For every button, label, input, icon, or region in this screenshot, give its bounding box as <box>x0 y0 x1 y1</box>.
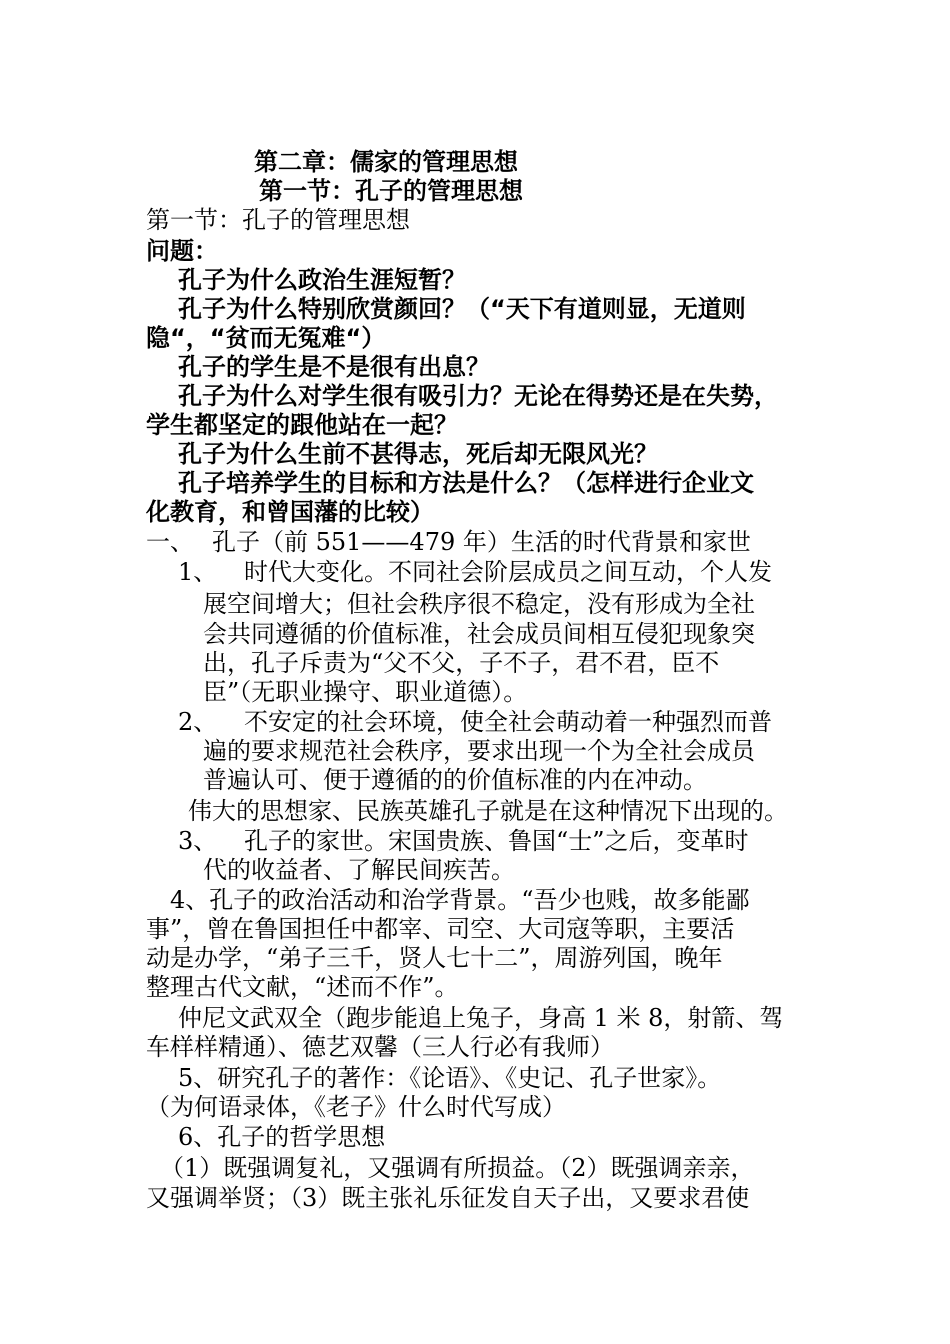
item-text-line: 普遍认可、便于遵循的的价值标准的内在冲动。 <box>203 766 707 794</box>
item-text-line: 会共同遵循的价值标准，社会成员间相互侵犯现象突 <box>203 620 755 648</box>
paragraph-line: 4、孔子的政治活动和治学背景。“吾少也贱，故多能鄙 <box>170 886 750 914</box>
item-text-line: 展空间增大；但社会秩序很不稳定，没有形成为全社 <box>203 590 755 618</box>
item-number: 1、 <box>178 558 218 586</box>
item-number: 3、 <box>178 827 218 855</box>
question-line: 孔子为什么政治生涯短暂？ <box>178 266 466 294</box>
item-text-line: 孔子的家世。宋国贵族、鲁国“士”之后，变革时 <box>244 827 749 855</box>
paragraph-line: 6、孔子的哲学思想 <box>178 1123 386 1151</box>
question-line: 学生都坚定的跟他站在一起？ <box>146 411 458 439</box>
item-text-line: 臣”（无职业操守、职业道德）。 <box>203 678 528 706</box>
item-text-line: 出，孔子斥责为“父不父，子不子，君不君，臣不 <box>203 649 720 677</box>
question-line: 孔子培养学生的目标和方法是什么？（怎样进行企业文 <box>178 469 754 497</box>
paragraph-line: 又强调举贤；（3）既主张礼乐征发自天子出，又要求君使 <box>146 1184 750 1212</box>
questions-heading: 问题： <box>146 237 218 265</box>
question-line: 孔子为什么特别欣赏颜回？（“天下有道则显，无道则 <box>178 295 746 323</box>
question-line: 隐“，“贫而无冤难“） <box>146 324 386 352</box>
section-subtitle: 第一节：孔子的管理思想 <box>146 206 410 234</box>
chapter-title: 第二章：儒家的管理思想 <box>254 148 518 176</box>
paragraph-line: 仲尼文武双全（跑步能追上兔子，身高 1 米 8，射箭、驾 <box>178 1004 784 1032</box>
item-text-line: 遍的要求规范社会秩序，要求出现一个为全社会成员 <box>203 737 755 765</box>
question-line: 孔子为什么对学生很有吸引力？无论在得势还是在失势， <box>178 382 778 410</box>
paragraph-line: 事”，曾在鲁国担任中都宰、司空、大司寇等职，主要活 <box>146 915 735 943</box>
paragraph-line: 伟大的思想家、民族英雄孔子就是在这种情况下出现的。 <box>188 797 788 825</box>
item-text-line: 代的收益者、了解民间疾苦。 <box>203 856 515 884</box>
question-line: 化教育，和曾国藩的比较） <box>146 498 434 526</box>
item-number: 2、 <box>178 708 218 736</box>
item-text-line: 不安定的社会环境，使全社会萌动着一种强烈而普 <box>244 708 772 736</box>
item-text-line: 时代大变化。不同社会阶层成员之间互动，个人发 <box>244 558 772 586</box>
paragraph-line: 动是办学，“弟子三千，贤人七十二”，周游列国，晚年 <box>146 944 723 972</box>
section-title: 第一节：孔子的管理思想 <box>259 177 523 205</box>
paragraph-line: 5、研究孔子的著作：《论语》、《史记、孔子世家》。 <box>178 1064 722 1092</box>
paragraph-line: 整理古代文献，“述而不作”。 <box>146 973 459 1001</box>
part-number: 一、 <box>146 528 194 556</box>
paragraph-line: 车样样精通）、德艺双馨（三人行必有我师） <box>146 1033 614 1061</box>
part-title: 孔子（前 551——479 年）生活的时代背景和家世 <box>212 528 751 556</box>
question-line: 孔子的学生是不是很有出息？ <box>178 353 490 381</box>
question-line: 孔子为什么生前不甚得志，死后却无限风光？ <box>178 440 658 468</box>
paragraph-line: （1）既强调复礼，又强调有所损益。（2）既强调亲亲， <box>160 1154 755 1182</box>
paragraph-line: （为何语录体，《老子》什么时代写成） <box>146 1093 566 1121</box>
